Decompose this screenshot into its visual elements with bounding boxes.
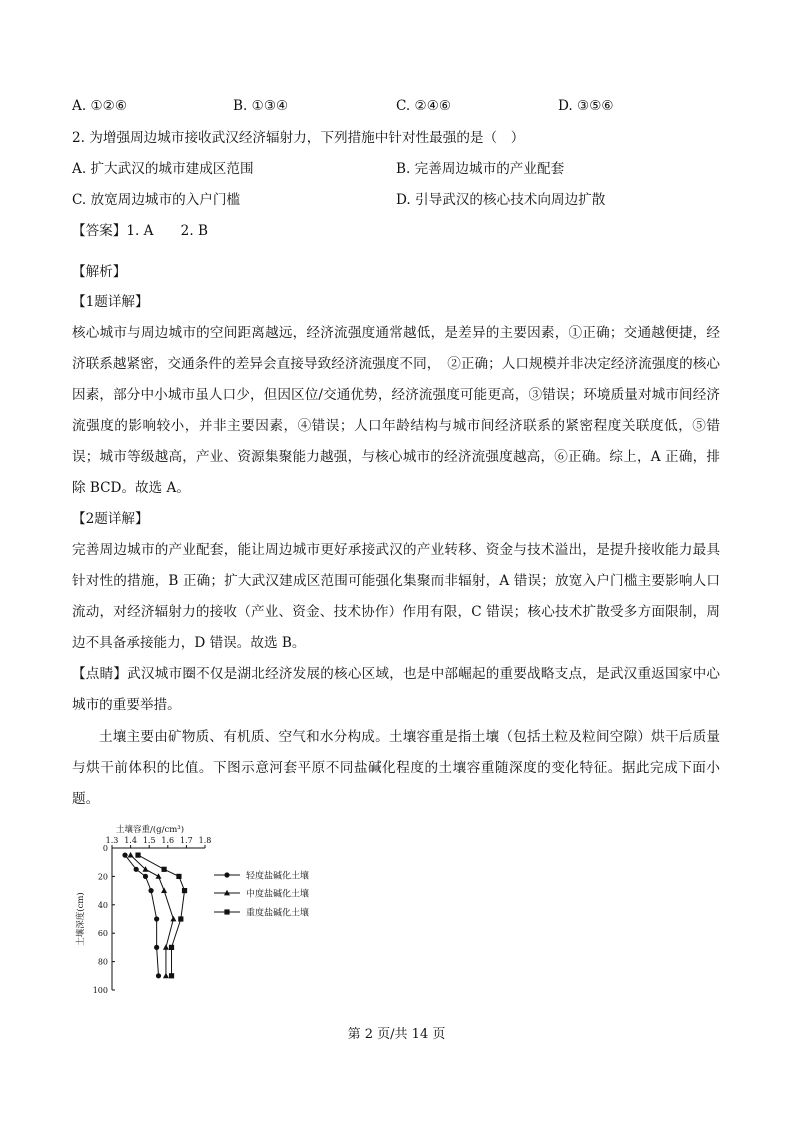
q2-option-a: A. 扩大武汉的城市建成区范围	[72, 161, 254, 177]
y-tick-label: 40	[97, 900, 108, 910]
x-tick-label: 1.8	[198, 836, 212, 845]
data-point	[163, 973, 169, 979]
page-footer: 第 2 页/共 14 页	[347, 1027, 446, 1042]
x-tick-label: 1.7	[180, 836, 193, 845]
data-point	[134, 867, 139, 872]
q2-option-d: D. 引导武汉的核心技术向周边扩散	[396, 192, 606, 208]
legend-item	[214, 870, 309, 882]
y-tick-label: 0	[102, 844, 108, 853]
x-axis-title: 土壤容重/(g/cm³)	[116, 825, 185, 835]
data-point	[176, 874, 181, 879]
data-point	[178, 916, 183, 921]
series-line	[131, 855, 174, 976]
q2-stem: 2. 为增强周边城市接收武汉经济辐射力，下列措施中针对性最强的是（ ）	[72, 130, 525, 146]
q1-option-d: D. ③⑤⑥	[558, 98, 614, 114]
legend-item	[214, 907, 309, 919]
y-tick-label: 20	[97, 872, 108, 882]
y-tick-label: 80	[97, 957, 108, 967]
answer-label: 【答案】	[72, 223, 127, 239]
y-tick-label: 100	[92, 986, 108, 995]
x-tick-label: 1.3	[105, 836, 119, 845]
legend-marker	[224, 872, 229, 877]
series-line	[138, 855, 185, 976]
data-point	[170, 916, 176, 922]
data-point	[161, 887, 167, 893]
data-point	[156, 973, 161, 978]
x-tick-label: 1.4	[124, 836, 137, 845]
analysis-label: 【解析】	[72, 264, 127, 280]
detail-1-text: 核心城市与周边城市的空间距离越远，经济流强度通常越低，是差异的主要因素，①正确；交通越便捷，经济联系越紧密，交通条件的差异会直接导致经济流强度不同， ②正确；人口规模并非决定经济流强度的核心因素，部分中小城市虽人口少，但因区位/交通优势，经济流强度可能更高，③错误；环境质量对城市间经济流强度的影响较小，并非主要因素，④错误；人口年龄结构与城市间经济联系的紧密程度关联度低，⑤错误；城市等级越高，产业、资源集聚能力越强，与核心城市的经济流强度越高，⑥正确。综上，A 正确，排除 BCD。故选 A。	[72, 325, 720, 496]
data-point	[154, 945, 159, 950]
detail-2-text: 完善周边城市的产业配套，能让周边城市更好承接武汉的产业转移、资金与技术溢出，是提升接收能力最具针对性的措施，B 正确；扩大武汉建成区范围可能强化集聚而非辐射，A 错误；放宽入户门槛主要影响人口流动，对经济辐射力的接收（产业、资金、技术协作）作用有限，C 错误；核心技术扩散受多方面限制，周边不具备承接能力，D 错误。故选 B。	[72, 542, 720, 651]
data-point	[143, 874, 148, 879]
data-point	[135, 853, 140, 858]
data-point	[182, 888, 187, 893]
q2-option-b: B. 完善周边城市的产业配套	[396, 161, 565, 177]
y-tick-label: 60	[97, 929, 108, 939]
data-point	[128, 852, 134, 858]
legend-item	[214, 888, 309, 900]
intro-paragraph: 土壤主要由矿物质、有机质、空气和水分构成。土壤容重是指土壤（包括土粒及粒间空隙）烘干后质量与烘干前体积的比值。下图示意河套平原不同盐碱化程度的土壤容重随深度的变化特征。据此完成下面小题。	[72, 729, 720, 807]
detail-1-title: 【1题详解】	[72, 294, 149, 310]
x-tick-label: 1.5	[142, 836, 156, 845]
answer-text: 1. A 2. B	[126, 223, 208, 239]
data-point	[122, 853, 127, 858]
point-text: 武汉城市圈不仅是湖北经济发展的核心区域，也是中部崛起的重要战略支点，是武汉重返国家中心城市的重要举措。	[72, 666, 721, 713]
legend-label: 中度盐碱化土壤	[246, 889, 310, 900]
series-circle	[122, 853, 161, 979]
legend-label: 重度盐碱化土壤	[246, 908, 310, 919]
legend-marker	[224, 909, 229, 914]
data-point	[169, 945, 174, 950]
data-point	[163, 944, 169, 950]
detail-2-title: 【2题详解】	[72, 511, 149, 527]
x-tick-label: 1.6	[161, 836, 175, 845]
q1-option-c: C. ②④⑥	[396, 98, 452, 114]
data-point	[169, 973, 174, 978]
q1-option-b: B. ①③④	[233, 98, 289, 114]
data-point	[161, 867, 166, 872]
q2-option-c: C. 放宽周边城市的入户门槛	[72, 192, 241, 208]
data-point	[156, 873, 162, 879]
legend-label: 轻度盐碱化土壤	[246, 871, 310, 882]
point-label: 【点睛】	[72, 666, 128, 682]
q1-option-a: A. ①②⑥	[72, 98, 128, 114]
data-point	[154, 916, 159, 921]
data-point	[148, 888, 153, 893]
y-axis-title: 土壤深度(cm)	[76, 892, 86, 946]
